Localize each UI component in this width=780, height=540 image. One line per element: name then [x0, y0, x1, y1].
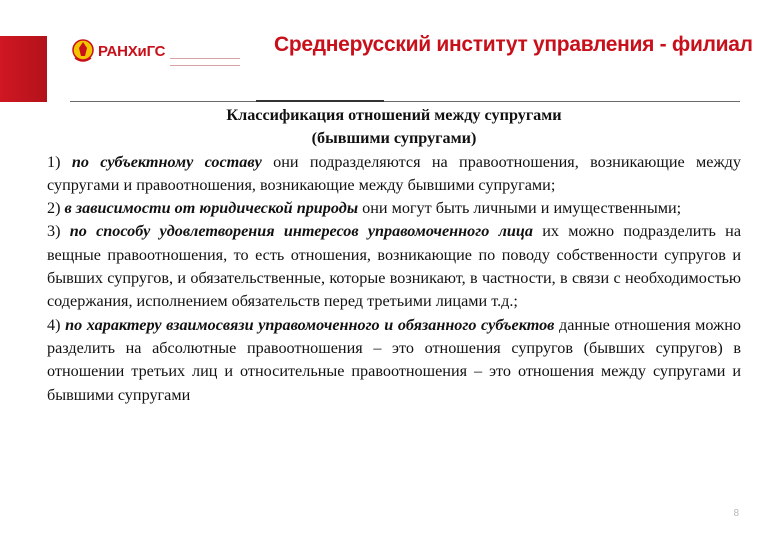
- item-number: 3): [47, 222, 61, 241]
- slide-title-line2: (бывшими супругами): [311, 129, 477, 148]
- slide-title-line1: Классификация отношений между супругами: [226, 106, 562, 124]
- item-number: 2): [47, 199, 61, 218]
- header-divider-accent: [256, 100, 384, 102]
- slide-content: [47, 104, 741, 407]
- item-text: они подразделяются на правоотношения, возникающие между супругами и правоотношения, возникающие между бывшими супругами;: [47, 152, 741, 194]
- item-emphasis: в зависимости от юридической природы: [64, 199, 359, 218]
- item-text: данные отношения можно разделить на абсолютные правоотношения – это отношения супругов (бывших супругов) в отношении третьих лиц и относительные правоотношения – это отношения между супругами и бывшими супругами: [47, 315, 741, 404]
- list-item: [47, 220, 741, 313]
- item-number: 4): [47, 315, 61, 334]
- item-emphasis: по субъектному составу: [71, 152, 262, 171]
- page-number: 8: [733, 508, 739, 519]
- header-divider-right: [384, 101, 740, 102]
- ranepa-logo: [72, 36, 172, 66]
- logo-subtitle-lines: [170, 58, 240, 66]
- list-item: [47, 151, 741, 198]
- logo-text: РАНХиГС: [98, 42, 166, 60]
- ranepa-emblem-icon: [72, 38, 94, 64]
- institute-title: Среднерусский институт управления - филиал: [274, 33, 753, 56]
- item-number: 1): [47, 152, 61, 171]
- list-item: [47, 314, 741, 407]
- list-item: [47, 197, 741, 220]
- item-text: они могут быть личными и имущественными;: [358, 199, 682, 218]
- item-text: их можно подразделить на вещные правоотношения, то есть отношения, возникающие по поводу собственности супругов и бывших супругов, и обязательственные, которые возникают, в частности, в связи с необходимостью содержания, исполнением обязательств перед третьими лицами т.д.;: [47, 222, 742, 311]
- accent-bar: [0, 36, 47, 102]
- item-emphasis: по характеру взаимосвязи управомоченного и обязанного субъектов: [65, 315, 555, 334]
- item-emphasis: по способу удовлетворения интересов управомоченного лица: [69, 222, 533, 241]
- slide-title: [47, 104, 741, 151]
- header-divider: [70, 101, 256, 102]
